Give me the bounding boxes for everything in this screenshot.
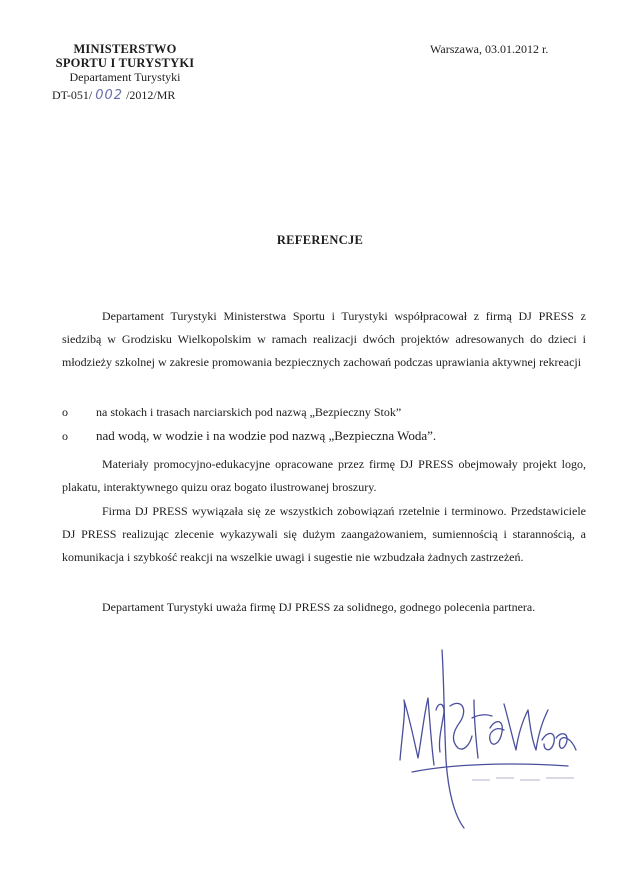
ref-prefix: DT-051/ [52,88,93,102]
project-list [62,401,582,449]
paragraph-recommendation: Departament Turystyki uważa firmę DJ PRESS za solidnego, godnego polecenia partnera. [102,600,536,614]
department-name: Departament Turystyki [69,70,181,84]
handwritten-signature [392,640,582,835]
list-item-text: na stokach i trasach narciarskich pod nazwą „Bezpieczny Stok” [96,405,402,419]
sender-organization [40,42,210,84]
city-and-date: Warszawa, 03.01.2012 r. [430,42,549,56]
paragraph-materials: Materiały promocyjno-edukacyjne opracowane przez firmę DJ PRESS obejmowały projekt logo, plakatu, interaktywnego quizu oraz bogato ilustrowanej broszury. [62,457,586,494]
paragraph-cooperation: Firma DJ PRESS wywiązała się ze wszystkich zobowiązań rzetelnie i terminowo. Przedstawiciele DJ PRESS realizując zlecenie wykazywali się dużym zaangażowaniem, sumiennością i starannością, a komunikacja i szybkość reakcji na wszelkie uwagi i sugestie nie wzbudzała żadnych zastrzeżeń. [62,504,586,564]
list-item [62,401,582,425]
org-name-line1: MINISTERSTWO [73,42,177,56]
ref-suffix: /2012/MR [126,88,176,102]
bullet-marker: o [62,429,68,443]
org-name-line2: SPORTU I TURYSTYKI [55,56,195,70]
reference-number [52,88,175,103]
bullet-marker: o [62,405,68,419]
list-item [62,425,582,449]
paragraph-intro: Departament Turystyki Ministerstwa Sportu i Turystyki współpracował z firmą DJ PRESS z siedzibą w Grodzisku Wielkopolskim w ramach realizacji dwóch projektów adresowanych do dzieci i młodzieży szkolnej w zakresie promowania bezpiecznych zachowań podczas uprawiania aktywnej rekreacji [62,309,586,369]
ref-handwritten-number: 002 [95,88,124,103]
document-title: REFERENCJE [276,233,364,247]
stamp-mark [470,768,580,790]
list-item-text: nad wodą, w wodzie i na wodzie pod nazwą „Bezpieczna Woda”. [96,428,437,443]
stamp-icon [470,768,580,788]
